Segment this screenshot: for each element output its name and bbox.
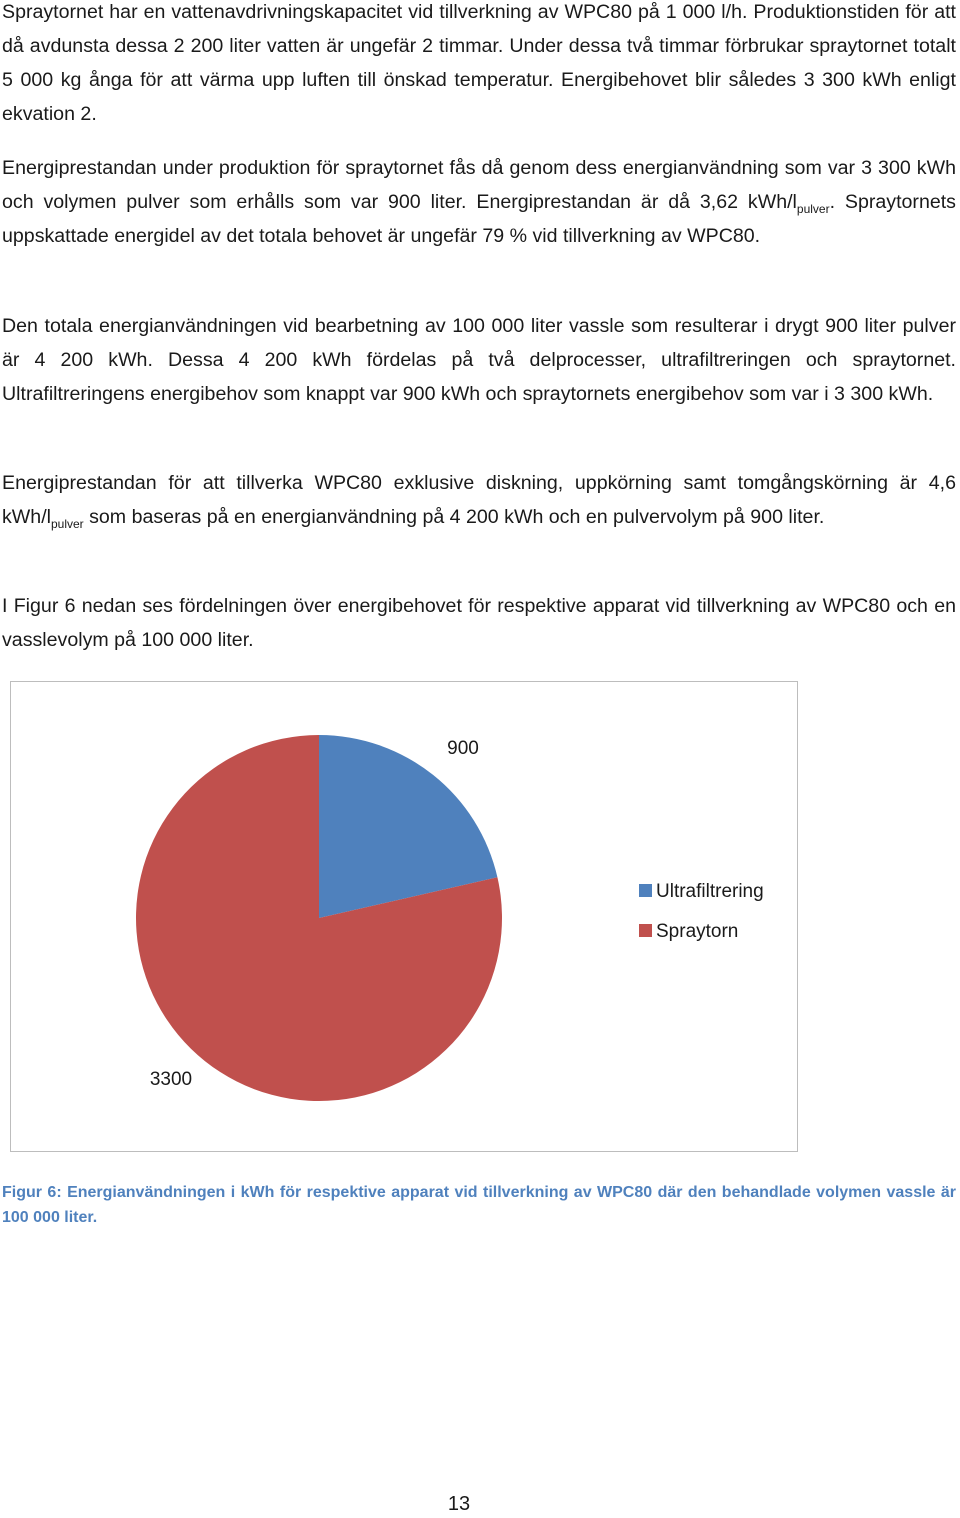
paragraph-figure-intro: I Figur 6 nedan ses fördelningen över energibehovet för respektive apparat vid tillverkning av WPC80 och en vasslevolym på 100 000 liter. [2, 595, 956, 651]
legend-swatch-spraytorn [639, 924, 652, 937]
figure-caption: Figur 6: Energianvändningen i kWh för respektive apparat vid tillverkning av WPC80 där den behandlade volymen vassle är 100 000 liter. [2, 1184, 956, 1226]
pie-chart-canvas [11, 682, 799, 1153]
pie-chart [10, 681, 798, 1152]
unit-subscript: pulver [796, 201, 830, 216]
paragraph-text: Energiprestandan under produktion för spraytornet fås då genom dess energianvändning som var 3 300 kWh och volymen pulver som erhålls som var 900 liter. Energiprestandan är då 3,62 kWh/l [2, 157, 956, 213]
data-label-spraytorn: 3300 [149, 1069, 193, 1090]
paragraph-total-energy: Den totala energianvändningen vid bearbetning av 100 000 liter vassle som resulterar i drygt 900 liter pulver är 4 200 kWh. Dessa 4 200 kWh fördelas på två delprocesser, ultrafiltreringen och spraytornet. Ultrafiltreringens energibehov som knappt var 900 kWh och spraytornets energibehov som var i 3 300 kWh. [2, 315, 956, 405]
paragraph-text: som baseras på en energianvändning på 4 200 kWh och en pulvervolym på 900 liter. [83, 506, 825, 528]
legend-label-spraytorn: Spraytorn [656, 921, 739, 942]
paragraph-energy-performance [2, 466, 956, 534]
paragraph-text: Energiprestandan för att tillverka WPC80 exklusive diskning, uppkörning samt tomgångskörning är 4,6 kWh/l [2, 472, 956, 528]
paragraph-spraytower-capacity: Spraytornet har en vattenavdrivningskapacitet vid tillverkning av WPC80 på 1 000 l/h. Produktionstiden för att då avdunsta dessa 2 200 liter vatten är ungefär 2 timmar. Under dessa två timmar förbrukar spraytornet totalt 5 000 kg ånga för att värma upp luften till önskad temperatur. Energibehovet blir således 3 300 kWh enligt ekvation 2. [2, 1, 956, 125]
paragraph-text: . Spraytornets uppskattade energidel av det totala behovet är ungefär 79 % vid tillverkning av WPC80. [2, 191, 956, 247]
unit-subscript: pulver [50, 516, 84, 531]
legend-swatch-ultrafiltrering [639, 884, 652, 897]
data-label-ultrafiltrering: 900 [447, 738, 479, 759]
paragraph-spraytower-performance [2, 151, 956, 253]
legend-label-ultrafiltrering: Ultrafiltrering [656, 881, 764, 902]
page-number: 13 [447, 1493, 471, 1515]
